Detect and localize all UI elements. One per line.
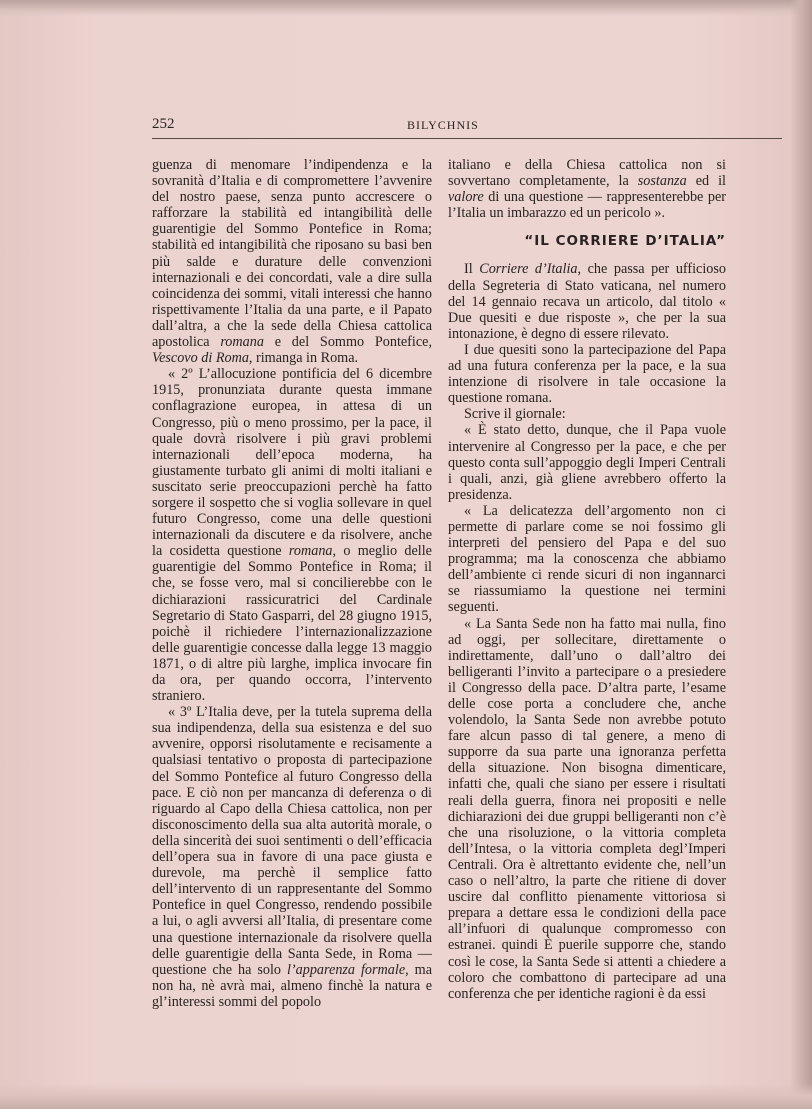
text-run: « 2º L’allocuzione pontificia del 6 dicembre 1915, pronunziata durante questa immane conflagrazione europea, in attesa di un Congresso, più o meno prossimo, per la pace, il quale dovrà risolvere i più gravi problemi internazionali dell’epoca moderna, ha giustamente turbato gli animi di molti italiani e suscitato serie preoccupazioni perchè ha fatto sorgere il sospetto che si voglia sollevare in quel futuro Congresso, come una delle questioni internazionali da discutere e da risolvere, anche la cosidetta questione xyxy=(152,366,432,560)
text-run: , ma non ha, nè avrà mai, almeno finchè la natura e gl’interessi sommi del popolo xyxy=(152,961,432,1010)
running-header xyxy=(152,116,782,138)
running-title: BILYCHNIS xyxy=(407,118,479,132)
paragraph xyxy=(448,157,726,221)
header-rule xyxy=(152,138,782,139)
page-top-edge xyxy=(0,0,812,16)
right-column-continuation xyxy=(448,157,726,221)
paragraph xyxy=(448,261,726,341)
text-run: Il xyxy=(464,261,480,278)
paragraph xyxy=(448,342,726,406)
page-bottom-edge xyxy=(0,1083,812,1109)
paragraph xyxy=(152,704,432,1010)
text-run: e del Sommo Pontefice, xyxy=(263,334,432,351)
text-run: « È stato detto, dunque, che il Papa vuole intervenire al Congresso per la pace, e che per questo conta sull’appoggio degli Imperi Centrali i quali, anzi, già gliene avrebbero offerto la presidenza. xyxy=(448,422,726,503)
italic-text: Vescovo di Roma xyxy=(152,350,249,367)
right-column xyxy=(448,157,726,1002)
paragraph xyxy=(152,366,432,704)
text-run: I due quesiti sono la partecipazione del Papa ad una futura conferenza per la pace, e la sua intenzione di risolvere in tale occasione la questione romana. xyxy=(448,341,726,407)
text-run: italiano e della Chiesa cattolica non si sovvertano completamente, la xyxy=(448,157,726,190)
text-run: , che passa per ufficioso della Segreteria di Stato vaticana, nel numero del 14 gennaio recava un articolo, dal titolo « Due quesiti e due risposte », che per la sua intonazione, è degno di essere rilevato. xyxy=(448,261,726,342)
italic-text: Corriere d’Italia xyxy=(479,261,578,278)
text-run: ed il xyxy=(686,173,726,190)
page-right-edge xyxy=(790,0,812,1109)
italic-text: romana xyxy=(288,543,333,560)
paragraph xyxy=(448,406,726,422)
text-run: « La Santa Sede non ha fatto mai nulla, fino ad oggi, per sollecitare, direttamente o indirettamente, dall’uno o dall’altro dei belligeranti l’invito a partecipare o a presiedere il Congresso della pace. D’altra parte, l’esame delle cose porta a concludere che, anche volendolo, la Santa Sede non avrebbe potuto fare alcun passo di tal genere, a meno di supporre da sua parte una ignoranza perfetta della situazione. Non bisogna dimenticare, infatti che, quali che siano per essere i risultati reali della guerra, finora nei propositi e nelle dichiarazioni dei due gruppi belligeranti non c’è che una risoluzione, o la vittoria completa dell’Intesa, o la vittoria completa degl’Imperi Centrali. Ora è altrettanto evidente che, nell’un caso o nell’altro, la parte che ritiene di dover uscire dal conflitto pienamente vittoriosa si prepara a dettare essa le condizioni della pace all’infuori di qualunque compromesso con estranei. quindi È puerile supporre che, stando così le cose, la Santa Sede si attenti a chiedere a coloro che combattono di partecipare ad una conferenza che per identiche ragioni è da essi xyxy=(448,615,726,1002)
text-run: « La delicatezza dell’argomento non ci permette di parlare come se noi fossimo gli interpreti del pensiero del Papa e del suo programma; ma la conoscenza che abbiamo dell’ambiente ci rende sicuri di non ingannarci se riassumiamo la questione nei termini seguenti. xyxy=(448,502,726,616)
text-run: , o meglio delle guarentigie del Sommo Pontefice in Roma; il che, se fosse vero, mal si concilierebbe con le dichiarazioni rassicuratrici del Cardinale Segretario di Stato Gasparri, del 28 giugno 1915, poichè il richiedere l’internazionalizzazione delle guarentigie concesse dalla legge 13 maggio 1871, o di altre più larghe, implica invocare fin da ora, per quando occorra, l’intervento straniero. xyxy=(152,543,432,705)
text-run: Scrive il giornale: xyxy=(464,406,566,423)
text-run: di una questione — rappresenterebbe per l’Italia un imbarazzo ed un pericolo ». xyxy=(448,189,726,222)
paragraph xyxy=(448,422,726,502)
text-run: , rimanga in Roma. xyxy=(248,350,359,367)
left-column xyxy=(152,157,432,1010)
page-number: 252 xyxy=(152,116,175,132)
italic-text: sostanza xyxy=(637,173,687,190)
section-heading: “IL CORRIERE D’ITALIA” xyxy=(524,233,726,250)
italic-text: l’apparenza formale xyxy=(286,961,406,978)
italic-text: valore xyxy=(448,189,484,206)
text-run: « 3º L’Italia deve, per la tutela suprema della sua indipendenza, della sua esistenza e del suo avvenire, opporsi risolutamente e recisamente a qualsiasi tentativo o proposta di partecipazione del Sommo Pontefice al futuro Congresso della pace. E ciò non per mancanza di deferenza o di riguardo al Capo della Chiesa cattolica, non per disconoscimento della sua alta autorità morale, o della sincerità dei suoi sentimenti o dell’efficacia dell’opera sua in favore di una pace giusta e durevole, ma perchè il semplice fatto dell’intervento di un rappresentante del Sommo Pontefice in quel Congresso, rendendo possibile a lui, o agli avversi all’Italia, di presentare come una questione internazionale da risolvere quella delle guarentigie della Santa Sede, in Roma — questione che ha solo xyxy=(152,704,432,978)
paragraph xyxy=(152,157,432,366)
italic-text: romana xyxy=(220,334,264,351)
text-run: guenza di menomare l’indipendenza e la sovranità d’Italia e di compromettere l’avvenire del nostro paese, senza punto accrescere o rafforzare la stabilità ed intangibilità delle guarentigie del Sommo Pontefice in Roma; stabilità ed intangibilità che riposano su basi ben più salde e durature delle convenzioni internazionali e dei concordati, vale a dire sulla coincidenza dei sommi, vitali interessi che hanno rispettivamente l’Italia da una parte, e il Papato dall’altra, a che la sede della Chiesa cattolica apostolica xyxy=(152,157,432,351)
paragraph xyxy=(448,616,726,1002)
right-column-section-body xyxy=(448,261,726,1001)
paragraph xyxy=(448,503,726,616)
